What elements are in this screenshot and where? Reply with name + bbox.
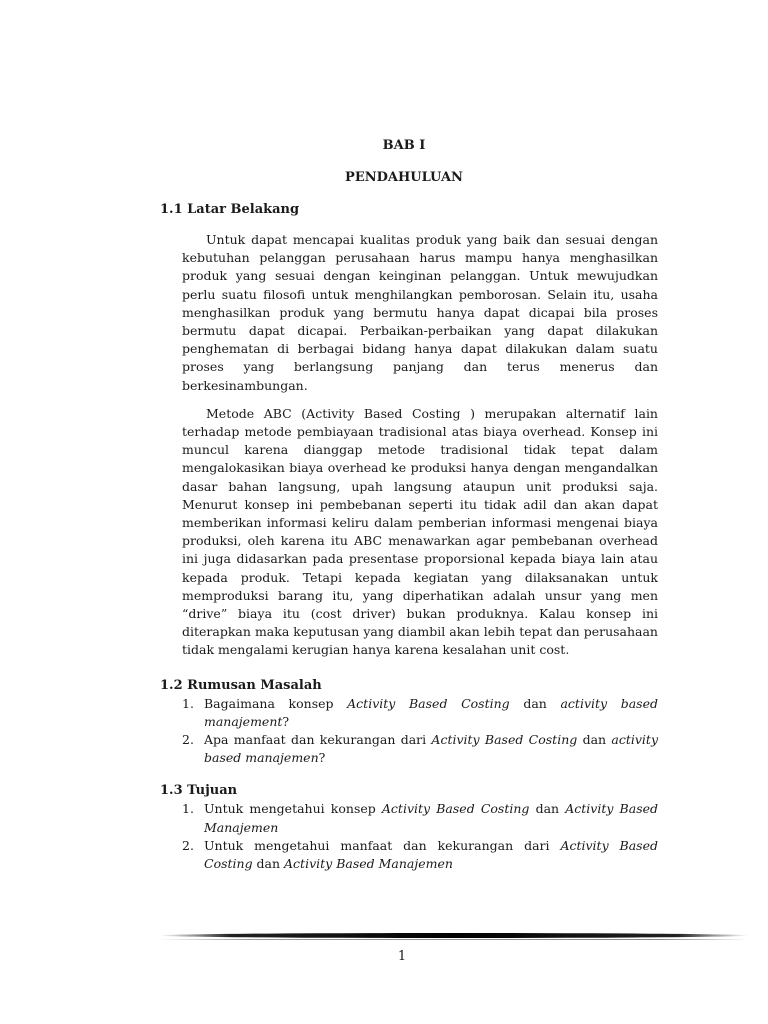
item-text: dan bbox=[577, 732, 612, 748]
item-text: Bagaimana konsep bbox=[204, 695, 348, 711]
page-number: 1 bbox=[397, 949, 407, 964]
section-latar-belakang bbox=[160, 200, 658, 660]
item-text: dan bbox=[529, 801, 566, 817]
section-heading: 1.3 Tujuan bbox=[160, 783, 238, 799]
item-italic-text: Activity Based Costing bbox=[347, 695, 510, 711]
list-item bbox=[160, 695, 658, 731]
item-text: Untuk mengetahui konsep bbox=[204, 801, 382, 817]
item-text: Untuk mengetahui manfaat dan kekurangan dari bbox=[204, 837, 561, 853]
section-heading: 1.2 Rumusan Masalah bbox=[160, 677, 322, 693]
item-italic-text: Activity Based Costing bbox=[204, 837, 658, 872]
section-heading: 1.1 Latar Belakang bbox=[160, 202, 300, 217]
document-body bbox=[160, 200, 658, 873]
numbered-list bbox=[160, 800, 658, 873]
paragraph: Metode ABC (Activity Based Costing ) merupakan alternatif lain terhadap metode pembiayaan tradisional atas biaya overhead. Konsep ini muncul karena dianggap metode tradisional tidak tepat dalam mengalokasikan biaya overhead ke produksi hanya dengan mengandalkan dasar bahan langsung, upah langsung ataupun unit produksi saja. Menurut konsep ini pembebanan seperti itu tidak adil dan akan dapat memberikan informasi keliru dalam pemberian informasi mengenai biaya produksi, oleh karena itu ABC menawarkan agar pembebanan overhead ini juga didasarkan pada presentase proporsional kepada biaya lain atau kepada produk. Tetapi kepada kegiatan yang dilaksanakan untuk memproduksi barang itu, yang diperhatikan adalah unsur yang men “drive” biaya itu (cost driver) bukan produknya. Kalau konsep ini diterapkan maka keputusan yang diambil akan lebih tepat dan perusahaan tidak mengalami kerugian hanya karena kesalahan unit cost. bbox=[182, 405, 658, 658]
list-item bbox=[160, 800, 658, 836]
item-text: dan bbox=[509, 695, 561, 711]
item-text: dan bbox=[252, 856, 285, 872]
item-italic-text: Activity Based Manajemen bbox=[204, 801, 659, 835]
list-item bbox=[160, 731, 658, 767]
list-number: 2. bbox=[182, 837, 194, 853]
paragraph: Untuk dapat mencapai kualitas produk yang baik dan sesuai dengan kebutuhan pelanggan perusahaan harus mampu hanya menghasilkan produk yang sesuai dengan keinginan pelanggan. Untuk mewujudkan perlu suatu filosofi untuk menghilangkan pemborosan. Selain itu, usaha menghasilkan produk yang bermutu hanya dapat dicapai bila proses bermutu dapat dicapai. Perbaikan-perbaikan yang dapat dilakukan penghematan di berbagai bidang hanya dapat dilakukan dalam suatu proses yang berlangsung panjang dan terus menerus dan berkesinambungan. bbox=[182, 232, 658, 393]
item-italic-text: activity based manajement bbox=[204, 695, 658, 729]
item-italic-text: Activity Based Costing bbox=[381, 801, 530, 817]
item-text: ? bbox=[282, 713, 290, 729]
list-number: 1. bbox=[182, 801, 194, 817]
footer-divider bbox=[160, 933, 748, 938]
item-italic-text: activity based manajemen bbox=[204, 732, 659, 766]
item-italic-text: Activity Based Costing bbox=[431, 732, 578, 748]
list-item bbox=[160, 837, 658, 873]
item-text: ? bbox=[318, 750, 326, 766]
item-italic-text: Activity Based Manajemen bbox=[284, 856, 453, 872]
section-rumusan-masalah bbox=[160, 676, 658, 768]
list-number: 2. bbox=[182, 732, 194, 748]
item-text: Apa manfaat dan kekurangan dari bbox=[204, 732, 432, 748]
chapter-number: BAB I bbox=[382, 138, 426, 153]
chapter-title: PENDAHULUAN bbox=[345, 170, 463, 185]
section-tujuan bbox=[160, 781, 658, 873]
numbered-list bbox=[160, 695, 658, 768]
footer-divider-thin bbox=[160, 939, 748, 940]
list-number: 1. bbox=[182, 695, 194, 711]
